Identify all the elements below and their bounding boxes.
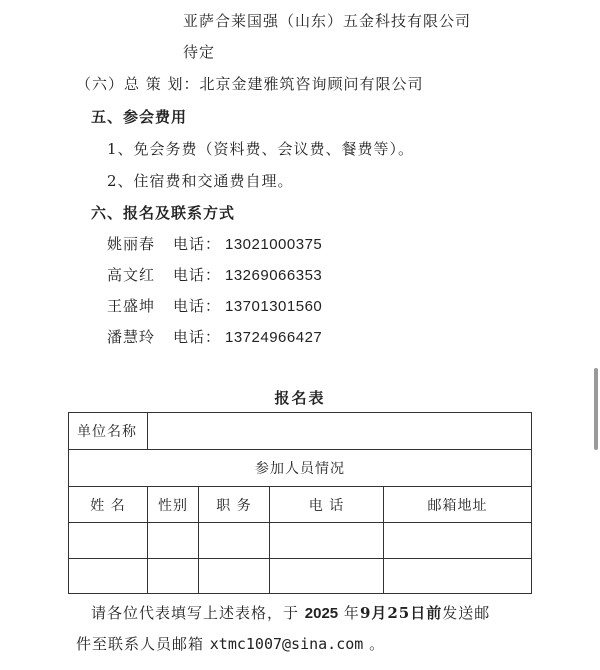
header-name: 姓 名 [69,487,148,523]
unit-row [69,413,532,450]
participants-row [69,450,532,487]
contact-name: 高文红 [107,266,156,284]
table-row [69,559,532,594]
footer-text: 请各位代表填写上述表格，于 [91,604,305,622]
header-gender: 性别 [148,487,199,523]
contact-name: 王盛坤 [107,297,156,315]
contact-phone-label: 电话： [173,235,222,253]
header-email: 邮箱地址 [384,487,532,523]
contact-row [107,326,322,347]
contact-row [107,264,322,285]
contact-row [107,233,322,254]
pending-line: 待定 [183,43,216,61]
table-cell[interactable] [69,559,148,594]
contact-name: 姚丽春 [107,235,156,253]
fee-item-2: 2、住宿费和交通费自理。 [107,172,294,190]
registration-table [68,412,532,594]
contact-phone-label: 电话： [173,266,222,284]
footer-text: 发送邮 [442,604,491,622]
table-cell[interactable] [148,559,199,594]
contact-phone-label: 电话： [173,297,222,315]
table-cell[interactable] [69,523,148,559]
registration-form-title: 报名表 [274,389,326,407]
table-header-row [69,487,532,523]
table-cell[interactable] [384,559,532,594]
footer-email-line [76,633,385,654]
table-cell[interactable] [270,523,384,559]
footer-instruction [91,602,490,623]
fee-item-1: 1、免会务费（资料费、会议费、餐费等）。 [107,140,415,158]
table-cell[interactable] [199,559,270,594]
company-line: 亚萨合莱国强（山东）五金科技有限公司 [183,12,472,30]
header-position: 职 务 [199,487,270,523]
footer-text: 件至联系人员邮箱 [76,635,210,653]
section-6-heading: 六、报名及联系方式 [91,204,236,222]
unit-name-label: 单位名称 [69,413,148,450]
header-phone: 电 话 [270,487,384,523]
contact-phone: 13724966427 [225,329,323,346]
contact-name: 潘慧玲 [107,328,156,346]
footer-text: 。 [363,635,386,653]
contact-phone: 13269066353 [225,267,323,284]
table-cell[interactable] [384,523,532,559]
table-row [69,523,532,559]
contact-phone: 13701301560 [225,298,323,315]
table-cell[interactable] [148,523,199,559]
contact-email[interactable]: xtmc1007@sina.com [209,635,364,653]
footer-deadline: 9月25日前 [359,604,443,622]
table-cell[interactable] [199,523,270,559]
section-5-heading: 五、参会费用 [91,108,188,126]
planner-line: （六）总 策 划：北京金建雅筑咨询顾问有限公司 [76,75,424,93]
participants-label: 参加人员情况 [69,450,532,487]
scrollbar-thumb[interactable] [594,368,598,450]
contact-phone-label: 电话： [173,328,222,346]
footer-year: 2025 [304,605,339,622]
contact-phone: 13021000375 [225,236,323,253]
contact-row [107,295,322,316]
unit-name-cell[interactable] [148,413,532,450]
footer-text: 年 [338,604,360,622]
table-cell[interactable] [270,559,384,594]
